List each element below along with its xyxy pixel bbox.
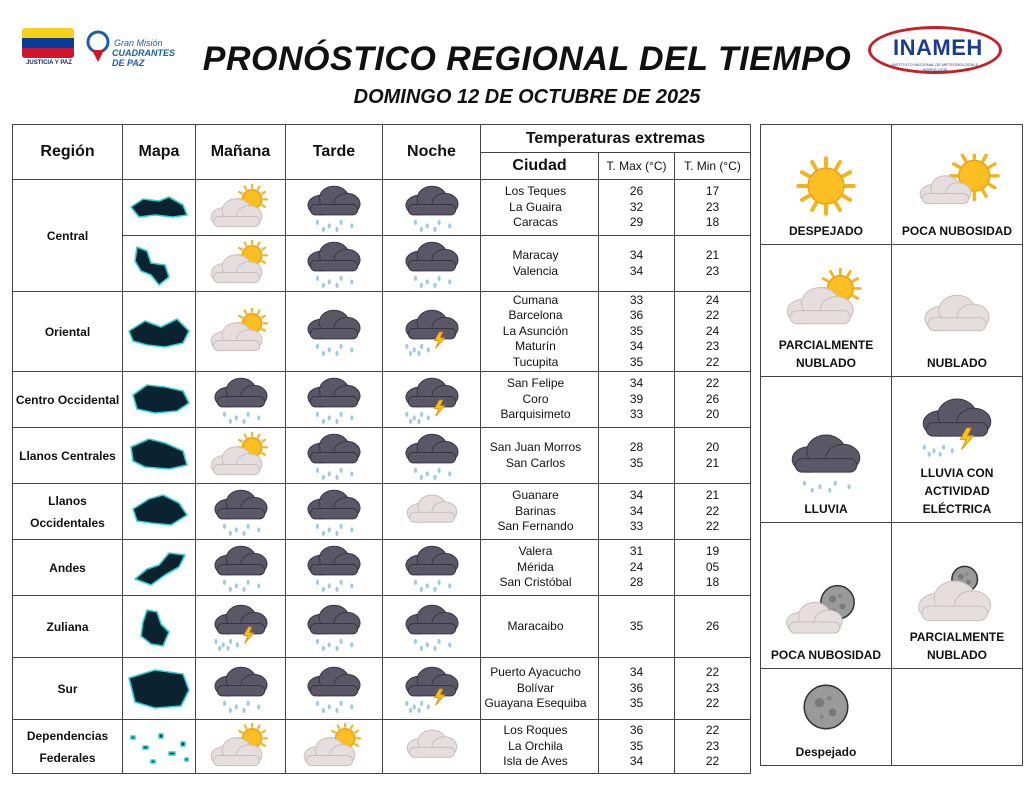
logo-gm-line2: CUADRANTES DE PAZ — [112, 48, 175, 68]
region-name: Zuliana — [13, 596, 123, 658]
temp-min-cell — [675, 658, 751, 720]
legend-item — [761, 669, 892, 766]
legend-item — [761, 523, 892, 669]
morning-cell — [196, 540, 286, 596]
temp-max-cell — [599, 428, 675, 484]
region-name: Llanos Centrales — [13, 428, 123, 484]
temp-min: 19 — [705, 544, 720, 559]
city-name-cell — [481, 180, 599, 236]
temp-max-cell — [599, 596, 675, 658]
map-cell — [123, 484, 196, 540]
temp-max-cell — [599, 540, 675, 596]
temp-max-cell — [599, 372, 675, 428]
morning-cell — [196, 292, 286, 372]
temp-max: 33 — [629, 519, 644, 534]
rain-icon — [395, 184, 469, 232]
rain-icon — [395, 240, 469, 288]
city-name: Cumana — [512, 292, 559, 307]
city-name: Barquisimeto — [500, 407, 571, 422]
map-cell — [123, 596, 196, 658]
temp-max: 34 — [629, 754, 644, 769]
morning-cell — [196, 428, 286, 484]
table-row — [13, 180, 751, 236]
temp-min: 26 — [705, 391, 720, 406]
city-name: La Orchila — [508, 738, 563, 753]
temp-min: 23 — [705, 339, 720, 354]
night-cell — [383, 372, 481, 428]
afternoon-cell — [286, 428, 383, 484]
city-name: Guayana Esequiba — [484, 696, 587, 711]
rain-icon — [297, 544, 371, 592]
legend-empty-cell — [892, 669, 1023, 766]
header-map: Mapa — [123, 125, 196, 180]
city-name: Coro — [522, 391, 549, 406]
night-cell — [383, 484, 481, 540]
moon-partly-cloudy-icon — [909, 560, 1005, 624]
temp-min: 05 — [705, 559, 720, 574]
city-name: Barcelona — [508, 308, 563, 323]
city-name: Barinas — [515, 503, 556, 518]
rain-icon — [297, 488, 371, 536]
partly-cloudy-icon — [204, 240, 278, 288]
table-row — [13, 292, 751, 372]
region-map-icon — [125, 666, 193, 712]
rain-icon — [297, 308, 371, 356]
city-name: San Juan Morros — [489, 440, 582, 454]
partly-cloudy-icon — [297, 723, 371, 771]
legend-table — [760, 124, 1023, 766]
city-name: Bolívar — [516, 680, 555, 695]
legend-label: LLUVIA — [804, 502, 848, 516]
morning-cell — [196, 720, 286, 774]
city-name: Maracay — [512, 248, 559, 262]
table-row — [13, 540, 751, 596]
temp-min: 22 — [705, 519, 720, 534]
map-cell — [123, 720, 196, 774]
legend-label: Despejado — [795, 745, 857, 759]
city-name: San Felipe — [506, 376, 565, 391]
legend-item — [761, 377, 892, 523]
city-name: Maracaibo — [507, 618, 564, 633]
city-name: La Asunción — [502, 323, 569, 338]
partly-cloudy-icon — [204, 184, 278, 232]
afternoon-cell — [286, 658, 383, 720]
temp-max: 33 — [629, 407, 644, 422]
legend-label: DESPEJADO — [788, 224, 864, 238]
temp-min: 22 — [705, 354, 720, 369]
temp-max: 33 — [629, 292, 644, 307]
afternoon-cell — [286, 596, 383, 658]
inameh-logo-text: INAMEH — [893, 35, 983, 60]
table-row — [13, 236, 751, 292]
table-row — [13, 428, 751, 484]
afternoon-cell — [286, 292, 383, 372]
temp-min: 22 — [705, 308, 720, 323]
city-name: San Fernando — [497, 519, 574, 534]
moon-few-clouds-icon — [778, 578, 874, 642]
city-name: Los Teques — [504, 184, 567, 199]
night-cell — [383, 540, 481, 596]
temp-min: 23 — [705, 738, 720, 753]
map-cell — [123, 292, 196, 372]
temp-min-cell — [675, 292, 751, 372]
temp-min-cell — [675, 180, 751, 236]
temp-max: 35 — [629, 696, 644, 711]
region-name: Oriental — [13, 292, 123, 372]
afternoon-cell — [286, 372, 383, 428]
temp-max-cell — [599, 484, 675, 540]
temp-max: 31 — [629, 544, 644, 559]
temp-min: 17 — [705, 184, 720, 199]
partly-cloudy-icon — [778, 268, 874, 332]
night-cell — [383, 292, 481, 372]
afternoon-cell — [286, 720, 383, 774]
temp-min-cell — [675, 596, 751, 658]
city-name: Puerto Ayacucho — [490, 665, 581, 680]
rain-icon — [297, 432, 371, 480]
temp-min-cell — [675, 540, 751, 596]
region-name: Centro Occidental — [13, 372, 123, 428]
region-name: Andes — [13, 540, 123, 596]
temp-max-cell — [599, 292, 675, 372]
rain-thunder-icon — [204, 603, 278, 651]
cloudy-icon — [395, 488, 469, 536]
rain-icon — [204, 544, 278, 592]
afternoon-cell — [286, 180, 383, 236]
cloudy-icon — [395, 723, 469, 771]
night-cell — [383, 596, 481, 658]
rain-icon — [395, 432, 469, 480]
table-row — [13, 596, 751, 658]
temp-max: 34 — [629, 665, 644, 680]
page-title: PRONÓSTICO REGIONAL DEL TIEMPO — [202, 40, 852, 78]
region-map-icon — [125, 185, 193, 231]
temp-min: 22 — [705, 696, 720, 711]
temp-max: 28 — [629, 575, 644, 590]
region-map-icon — [125, 545, 193, 591]
map-cell — [123, 180, 196, 236]
header-city: Ciudad — [481, 153, 599, 180]
morning-cell — [196, 180, 286, 236]
rain-icon — [297, 376, 371, 424]
region-name: Dependencias Federales — [13, 720, 123, 774]
map-cell — [123, 428, 196, 484]
city-name: Mérida — [517, 559, 554, 574]
afternoon-cell — [286, 540, 383, 596]
partly-cloudy-icon — [204, 723, 278, 771]
city-name: San Cristóbal — [499, 575, 572, 590]
temp-min: 22 — [705, 376, 720, 391]
rain-icon — [297, 665, 371, 713]
legend-label: LLUVIA CON ACTIVIDAD ELÉCTRICA — [920, 466, 994, 516]
city-name-cell — [481, 372, 599, 428]
legend-label: PARCIALMENTE NUBLADO — [778, 338, 874, 370]
legend-item — [761, 245, 892, 377]
temp-min-cell — [675, 372, 751, 428]
partly-cloudy-icon — [204, 308, 278, 356]
header — [0, 0, 1024, 120]
legend-label: NUBLADO — [927, 356, 987, 370]
morning-cell — [196, 236, 286, 292]
rain-thunder-icon — [395, 308, 469, 356]
header-region: Región — [13, 125, 123, 180]
morning-cell — [196, 372, 286, 428]
city-name: San Carlos — [505, 455, 566, 470]
temp-min: 21 — [705, 455, 720, 470]
afternoon-cell — [286, 484, 383, 540]
city-name-cell — [481, 720, 599, 774]
night-cell — [383, 180, 481, 236]
temp-min: 22 — [705, 723, 720, 738]
temp-max: 36 — [629, 723, 644, 738]
header-tmin: T. Min (°C) — [675, 153, 751, 180]
temp-max-cell — [599, 236, 675, 292]
region-map-icon — [125, 241, 193, 287]
map-cell — [123, 540, 196, 596]
rain-icon — [297, 603, 371, 651]
header-morning: Mañana — [196, 125, 286, 180]
table-row — [13, 484, 751, 540]
temp-min-cell — [675, 484, 751, 540]
region-map-icon — [125, 724, 193, 770]
temp-max: 35 — [629, 323, 644, 338]
temp-min: 23 — [705, 680, 720, 695]
region-map-icon — [125, 309, 193, 355]
map-cell — [123, 658, 196, 720]
temp-min: 20 — [705, 440, 720, 454]
region-name: Llanos Occidentales — [13, 484, 123, 540]
city-name: La Guaira — [509, 199, 562, 214]
header-tmax: T. Max (°C) — [599, 153, 675, 180]
rain-icon — [778, 432, 874, 496]
night-cell — [383, 658, 481, 720]
map-cell — [123, 236, 196, 292]
temp-max: 35 — [629, 618, 644, 633]
rain-icon — [395, 603, 469, 651]
temp-min: 24 — [705, 292, 720, 307]
morning-cell — [196, 484, 286, 540]
legend-label: POCA NUBOSIDAD — [901, 224, 1013, 238]
temp-min: 21 — [705, 488, 720, 503]
table-row — [13, 372, 751, 428]
temp-min: 22 — [705, 665, 720, 680]
city-name: Valencia — [512, 263, 559, 278]
temp-max: 34 — [629, 376, 644, 391]
logo-gm-line1: Gran Misión — [114, 38, 163, 48]
night-cell — [383, 720, 481, 774]
rain-icon — [204, 665, 278, 713]
temp-min: 21 — [705, 248, 720, 262]
temp-min: 22 — [705, 503, 720, 518]
temp-max: 34 — [629, 248, 644, 262]
table-row — [13, 658, 751, 720]
temp-max: 34 — [629, 488, 644, 503]
header-afternoon: Tarde — [286, 125, 383, 180]
temp-max: 34 — [629, 503, 644, 518]
city-name: Tucupita — [512, 354, 559, 369]
rain-thunder-icon — [395, 376, 469, 424]
map-cell — [123, 372, 196, 428]
night-cell — [383, 236, 481, 292]
table-row — [13, 720, 751, 774]
sun-icon — [778, 154, 874, 218]
region-map-icon — [125, 604, 193, 650]
region-map-icon — [125, 433, 193, 479]
city-name-cell — [481, 292, 599, 372]
region-map-icon — [125, 377, 193, 423]
city-name: Valera — [518, 544, 553, 559]
temp-max: 32 — [629, 199, 644, 214]
temp-min: 23 — [705, 199, 720, 214]
partly-cloudy-icon — [204, 432, 278, 480]
morning-cell — [196, 596, 286, 658]
legend-item — [892, 125, 1023, 245]
temp-max: 24 — [629, 559, 644, 574]
rain-icon — [297, 184, 371, 232]
temp-max: 35 — [629, 455, 644, 470]
rain-icon — [395, 544, 469, 592]
rain-icon — [204, 488, 278, 536]
temp-min: 24 — [705, 323, 720, 338]
temp-max: 26 — [629, 184, 644, 199]
city-name: Guanare — [512, 488, 559, 503]
moon-icon — [778, 675, 874, 739]
city-name: Los Roques — [503, 723, 568, 738]
city-name: Isla de Aves — [503, 754, 568, 769]
inameh-logo-subtext: INSTITUTO NACIONAL DE METEOROLOGÍA E HIDROLOGÍA — [891, 62, 979, 72]
temp-min-cell — [675, 236, 751, 292]
cloudy-icon — [909, 286, 1005, 350]
night-cell — [383, 428, 481, 484]
rain-thunder-icon — [395, 665, 469, 713]
morning-cell — [196, 658, 286, 720]
legend-label: POCA NUBOSIDAD — [770, 648, 882, 662]
temp-max-cell — [599, 658, 675, 720]
afternoon-cell — [286, 236, 383, 292]
page-date: DOMINGO 12 DE OCTUBRE DE 2025 — [353, 86, 701, 108]
forecast-table — [12, 124, 751, 774]
city-name: Caracas — [513, 215, 558, 230]
inameh-logo — [868, 26, 1002, 74]
rain-icon — [297, 240, 371, 288]
header-night: Noche — [383, 125, 481, 180]
temp-max: 34 — [629, 339, 644, 354]
region-name: Sur — [13, 658, 123, 720]
temp-min: 26 — [705, 618, 720, 633]
temp-max: 35 — [629, 738, 644, 753]
city-name-cell — [481, 428, 599, 484]
few-clouds-icon — [909, 154, 1005, 218]
legend-label: PARCIALMENTE NUBLADO — [909, 630, 1005, 662]
temp-max: 29 — [629, 215, 644, 230]
temp-max: 36 — [629, 680, 644, 695]
region-name: Central — [13, 180, 123, 292]
temp-max-cell — [599, 720, 675, 774]
city-name-cell — [481, 484, 599, 540]
city-name-cell — [481, 596, 599, 658]
temp-max-cell — [599, 180, 675, 236]
region-map-icon — [125, 489, 193, 535]
temp-max: 35 — [629, 354, 644, 369]
city-name-cell — [481, 658, 599, 720]
temp-min-cell — [675, 428, 751, 484]
temp-max: 34 — [629, 263, 644, 278]
city-name: Maturín — [515, 339, 556, 354]
temp-max: 36 — [629, 308, 644, 323]
city-name-cell — [481, 540, 599, 596]
header-temps: Temperaturas extremas — [481, 125, 751, 153]
temp-min: 18 — [705, 215, 720, 230]
legend-item — [892, 377, 1023, 523]
rain-thunder-icon — [909, 396, 1005, 460]
legend-item — [892, 245, 1023, 377]
temp-min: 20 — [705, 407, 720, 422]
temp-min: 23 — [705, 263, 720, 278]
city-name-cell — [481, 236, 599, 292]
legend-item — [761, 125, 892, 245]
temp-min-cell — [675, 720, 751, 774]
rain-icon — [204, 376, 278, 424]
temp-max: 39 — [629, 391, 644, 406]
logo-left-caption: JUSTICIA Y PAZ — [26, 60, 72, 66]
temp-min: 22 — [705, 754, 720, 769]
temp-min: 18 — [705, 575, 720, 590]
temp-max: 28 — [629, 440, 644, 454]
legend-item — [892, 523, 1023, 669]
